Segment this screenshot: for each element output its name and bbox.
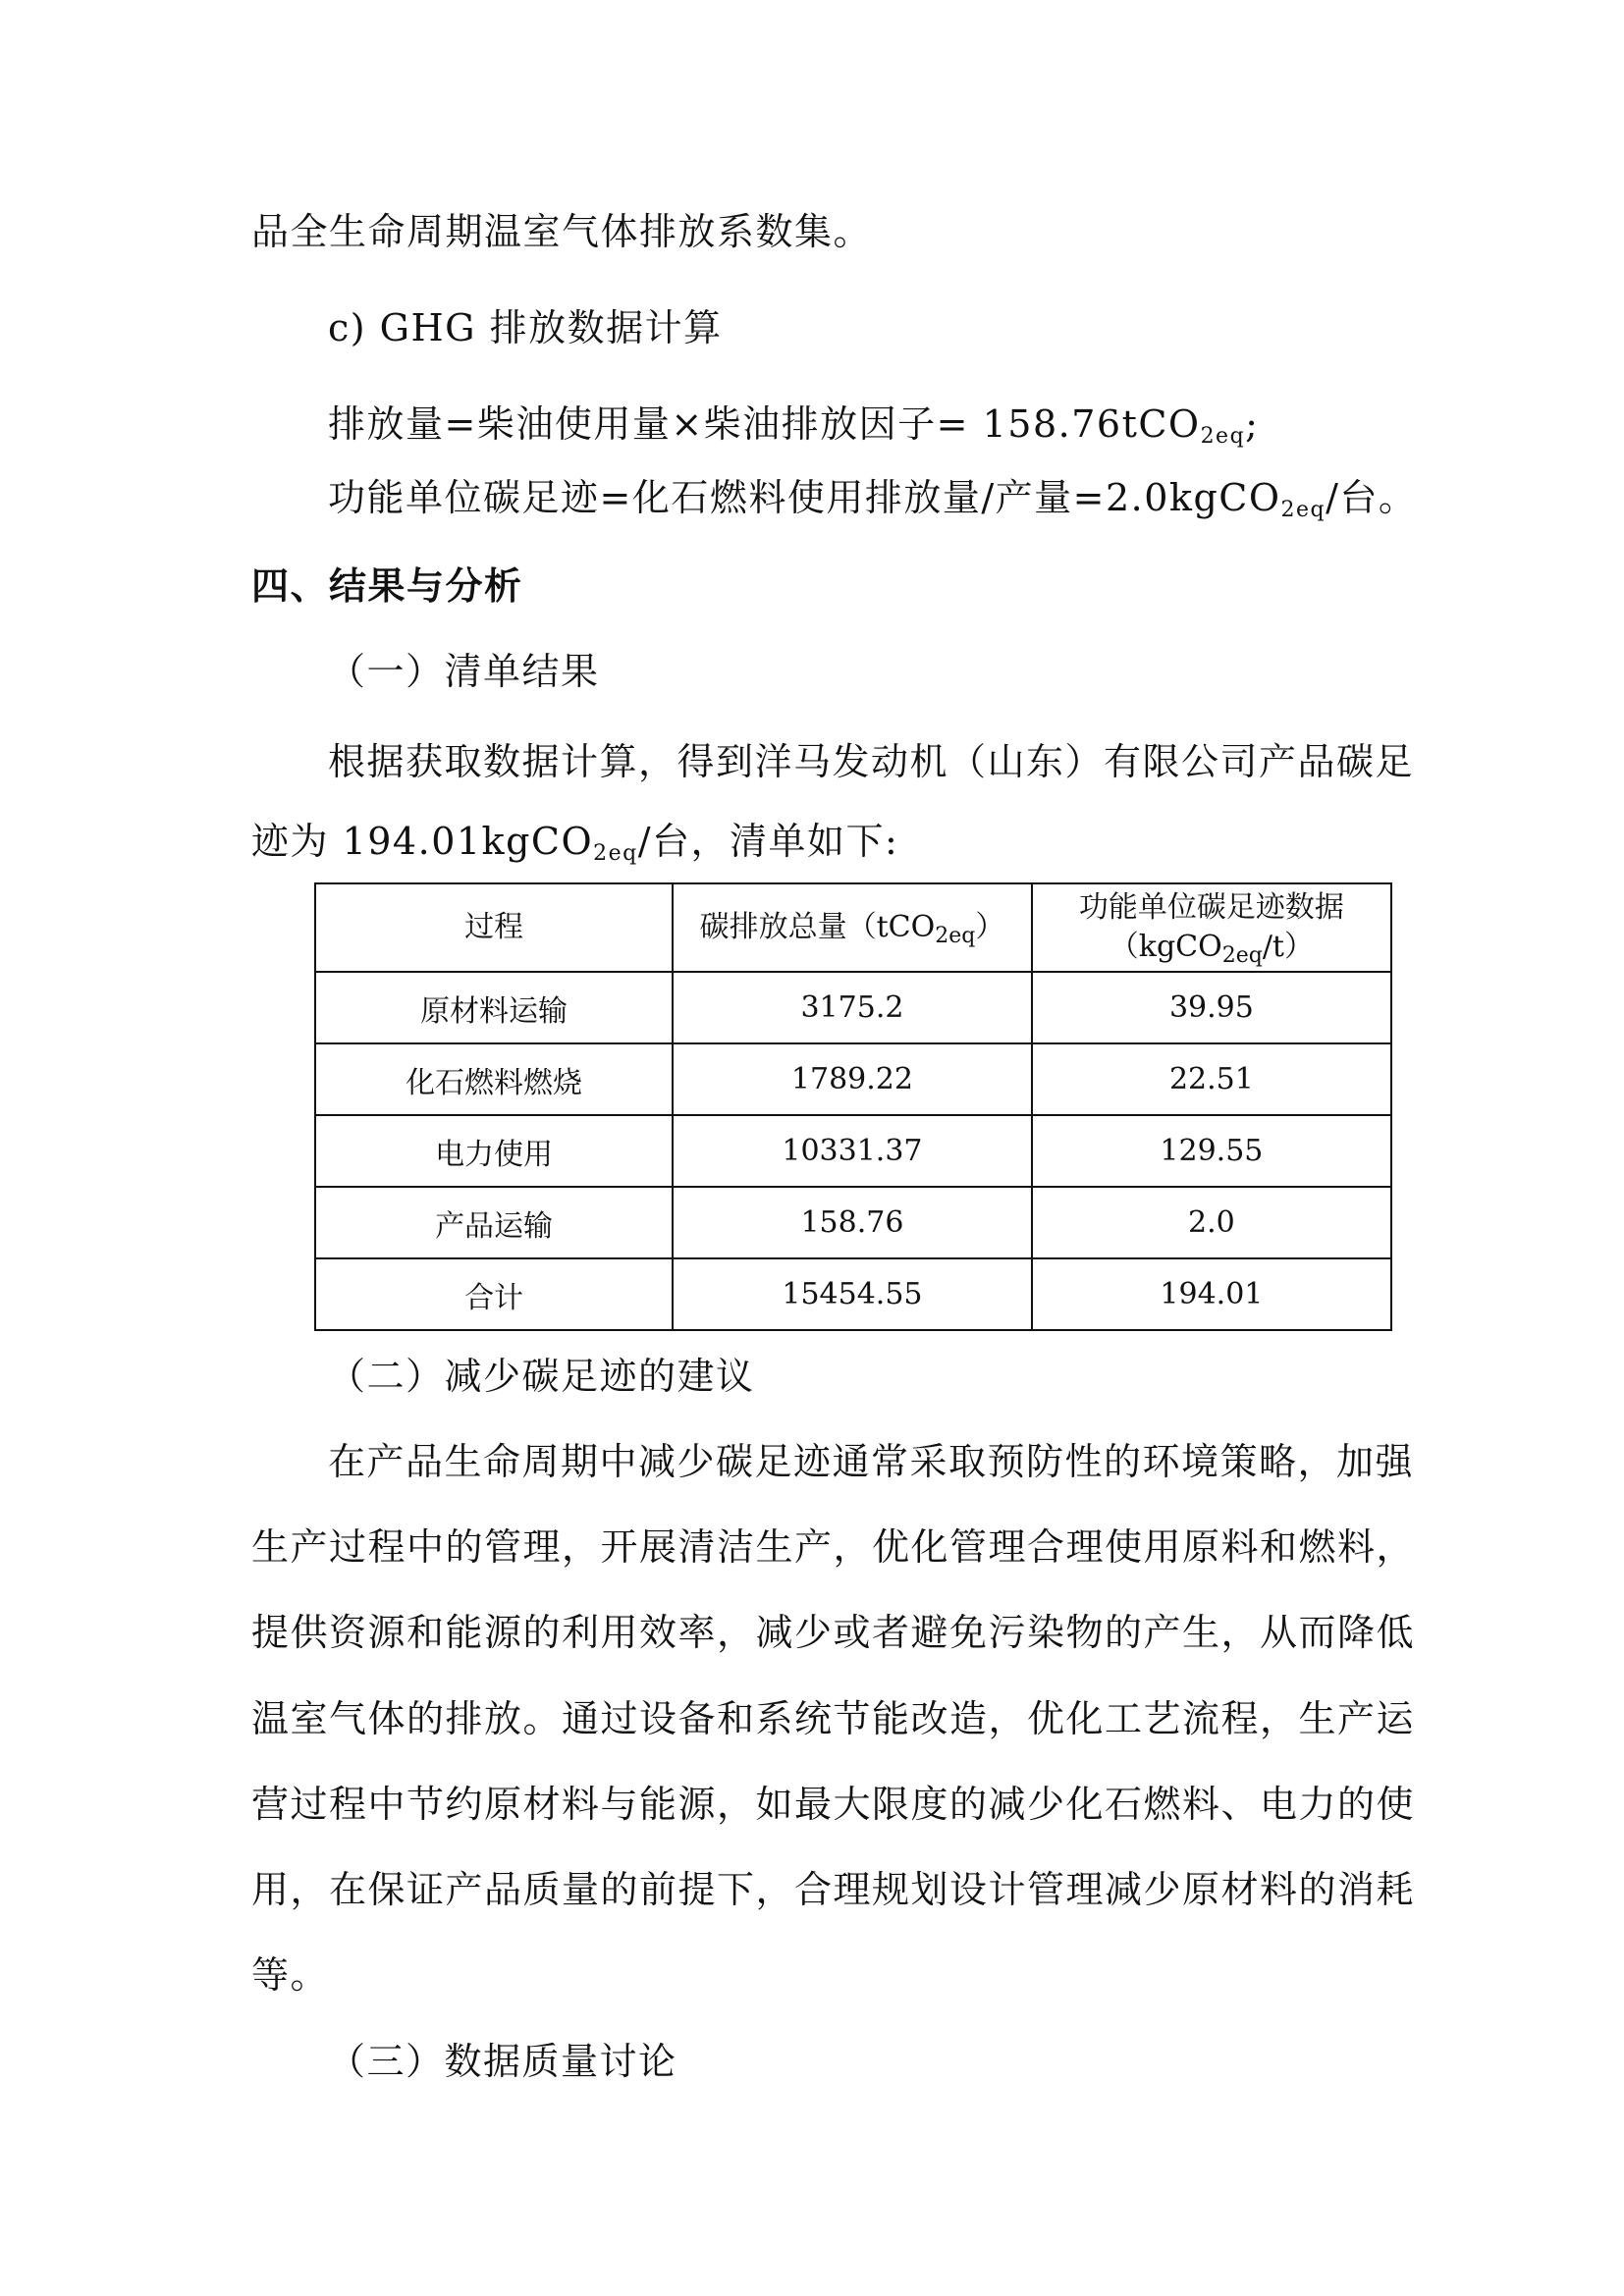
suggestion-line: 用，在保证产品质量的前提下，合理规划设计管理减少原材料的消耗	[251, 1868, 1416, 1911]
table-row	[315, 1187, 1391, 1258]
header-per-unit-end: /t）	[1262, 930, 1314, 964]
cell-per-unit: 2.0	[1032, 1187, 1391, 1258]
formula-emission-text: 排放量=柴油使用量×柴油排放因子= 158.76tCO	[328, 402, 1201, 446]
results-text-end: /台，清单如下:	[637, 820, 899, 863]
cell-total: 1789.22	[673, 1043, 1032, 1115]
formula-footprint-text: 功能单位碳足迹=化石燃料使用排放量/产量=2.0kgCO	[328, 476, 1281, 519]
inventory-table	[314, 882, 1392, 1331]
subscript: 2eq	[1221, 943, 1263, 968]
subscript: 2eq	[1200, 424, 1246, 449]
results-paragraph-cont	[251, 818, 1392, 865]
cell-total: 3175.2	[673, 972, 1032, 1043]
cell-per-unit: 39.95	[1032, 972, 1391, 1043]
cell-per-unit: 129.55	[1032, 1115, 1391, 1187]
table-row	[315, 1043, 1391, 1115]
suggestion-line: 提供资源和能源的利用效率，减少或者避免污染物的产生，从而降低	[251, 1611, 1416, 1654]
cell-process: 电力使用	[315, 1115, 673, 1187]
cell-total: 10331.37	[673, 1115, 1032, 1187]
cell-process: 合计	[315, 1258, 673, 1330]
cell-process: 化石燃料燃烧	[315, 1043, 673, 1115]
table-header-row	[315, 883, 1391, 972]
cell-process: 产品运输	[315, 1187, 673, 1258]
cell-total: 15454.55	[673, 1258, 1032, 1330]
cell-total: 158.76	[673, 1187, 1032, 1258]
header-process: 过程	[315, 883, 673, 972]
subheading-ghg-calc: c) GHG 排放数据计算	[328, 306, 723, 349]
suggestion-line: 温室气体的排放。通过设备和系统节能改造，优化工艺流程，生产运	[251, 1697, 1416, 1740]
section-heading: 四、结果与分析	[251, 563, 523, 608]
header-total	[673, 883, 1032, 972]
header-per-unit	[1032, 883, 1391, 972]
suggestion-line: 生产过程中的管理，开展清洁生产，优化管理合理使用原料和燃料，	[251, 1525, 1416, 1569]
subscript: 2eq	[593, 841, 638, 866]
subsection-heading-3: （三）数据质量讨论	[328, 2040, 677, 2083]
table-row	[315, 1115, 1391, 1187]
header-per-unit-line1: 功能单位碳足迹数据	[1078, 890, 1344, 925]
suggestion-line: 等。	[251, 1953, 330, 1997]
cell-process: 原材料运输	[315, 972, 673, 1043]
results-paragraph: 根据获取数据计算，得到洋马发动机（山东）有限公司产品碳足	[328, 740, 1415, 783]
cell-per-unit: 194.01	[1032, 1258, 1391, 1330]
results-text: 迹为 194.01kgCO	[251, 820, 594, 863]
header-total-text: 碳排放总量（tCO	[699, 910, 936, 944]
suggestion-line: 在产品生命周期中减少碳足迹通常采取预防性的环境策略，加强	[328, 1440, 1415, 1483]
subsection-heading-1: （一）清单结果	[328, 650, 600, 693]
formula-footprint	[328, 474, 1418, 522]
formula-footprint-end: /台。	[1326, 476, 1418, 519]
subsection-heading-2: （二）减少碳足迹的建议	[328, 1355, 755, 1398]
subscript: 2eq	[1280, 498, 1326, 522]
formula-emission	[328, 400, 1392, 448]
formula-emission-end: ;	[1245, 402, 1260, 446]
cell-per-unit: 22.51	[1032, 1043, 1391, 1115]
header-total-end: ）	[975, 910, 1005, 944]
header-per-unit-line2	[1033, 928, 1390, 967]
table-row	[315, 972, 1391, 1043]
subscript: 2eq	[935, 924, 976, 948]
paragraph-continuation: 品全生命周期温室气体排放系数集。	[251, 210, 873, 253]
header-per-unit-text: （kgCO	[1109, 930, 1222, 964]
suggestion-line: 营过程中节约原材料与能源，如最大限度的减少化石燃料、电力的使	[251, 1783, 1416, 1826]
table-row-total	[315, 1258, 1391, 1330]
